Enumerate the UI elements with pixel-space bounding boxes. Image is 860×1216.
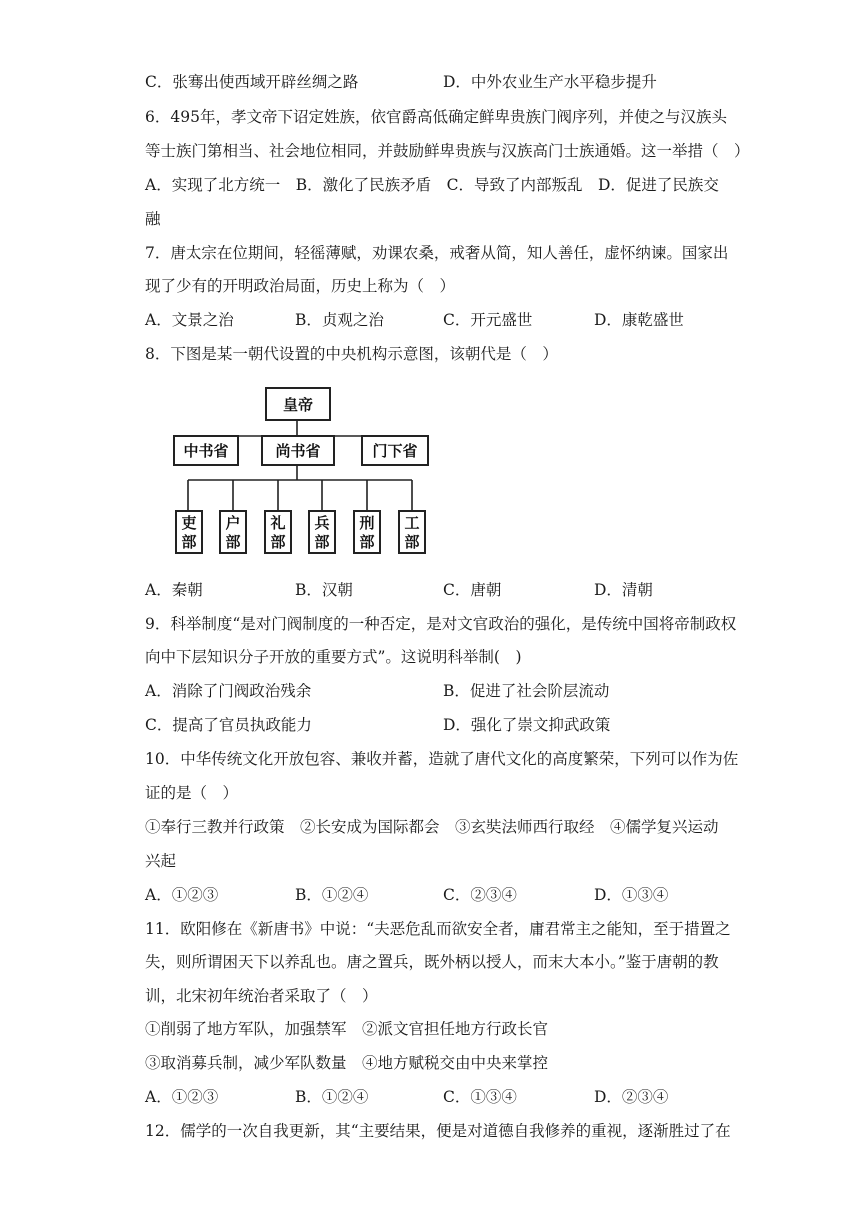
q5-option-d: D．中外农业生产水平稳步提升 — [443, 73, 657, 91]
q10-option-d: D．①③④ — [594, 886, 669, 904]
ministry-li-rites — [265, 511, 291, 553]
ministry-char: 户 — [225, 514, 241, 532]
q11-stem-line3: 训，北宋初年统治者采取了（ ） — [145, 987, 378, 1005]
ministry-char: 部 — [359, 533, 375, 551]
q9-option-a: A．消除了门阀政治残余 — [145, 682, 312, 700]
zhongshu-label: 中书省 — [183, 442, 229, 460]
q6-stem-line1: 6．495年，孝文帝下诏定姓族，依官爵高低确定鲜卑贵族门阀序列，并使之与汉族头 — [145, 108, 727, 126]
ministry-hu-revenue — [220, 511, 246, 553]
q12-stem-line1: 12．儒学的一次自我更新，其“主要结果，便是对道德自我修养的重视，逐渐胜过了在 — [145, 1122, 731, 1140]
q10-items: ①奉行三教并行政策 ②长安成为国际都会 ③玄奘法师西行取经 ④儒学复兴运动 — [145, 818, 719, 836]
q6-options-wrap: 融 — [145, 210, 161, 228]
menxia-box — [362, 436, 428, 465]
q8-stem: 8．下图是某一朝代设置的中央机构示意图，该朝代是（ ） — [145, 345, 558, 363]
q11-stem-line1: 11．欧阳修在《新唐书》中说：“夫恶危乱而欲安全者，庸君常主之能知，至于措置之 — [145, 920, 731, 938]
ministry-char: 部 — [225, 533, 241, 551]
zhongshu-box — [174, 436, 238, 465]
ministry-bing-war — [309, 511, 335, 553]
q7-option-b: B．贞观之治 — [295, 311, 384, 329]
q6-stem-line2: 等士族门第相当、社会地位相同，并鼓励鲜卑贵族与汉族高门士族通婚。这一举措（ ） — [145, 142, 750, 160]
ministry-xing-justice — [354, 511, 380, 553]
q8-option-a: A．秦朝 — [145, 581, 203, 599]
q10-option-b: B．①②④ — [295, 886, 369, 904]
shangshu-box — [262, 436, 334, 465]
central-government-diagram — [170, 385, 440, 560]
ministry-char: 吏 — [181, 514, 197, 532]
ministry-char: 兵 — [314, 514, 330, 532]
q11-option-c: C．①③④ — [443, 1088, 517, 1106]
ministry-gong-works — [399, 511, 425, 553]
q5-option-c: C．张骞出使西域开辟丝绸之路 — [145, 73, 359, 91]
q7-option-c: C．开元盛世 — [443, 311, 533, 329]
menxia-label: 门下省 — [372, 442, 418, 460]
q11-option-a: A．①②③ — [145, 1088, 219, 1106]
q7-option-d: D．康乾盛世 — [594, 311, 684, 329]
ministry-char: 工 — [404, 514, 420, 532]
emperor-label: 皇帝 — [282, 396, 314, 414]
q9-option-d: D．强化了崇文抑武政策 — [443, 716, 611, 734]
ministry-char: 部 — [314, 533, 330, 551]
ministry-char: 刑 — [359, 514, 375, 532]
q9-stem-line2: 向中下层知识分子开放的重要方式”。这说明科举制( ) — [145, 648, 522, 666]
q11-stem-line2: 失，则所谓困天下以养乱也。唐之置兵，既外柄以授人，而末大本小。”鉴于唐朝的教 — [145, 953, 719, 971]
ministry-li-personnel — [176, 511, 202, 553]
ministry-char: 部 — [181, 533, 197, 551]
q7-stem-line1: 7．唐太宗在位期间，轻徭薄赋，劝课农桑，戒奢从简，知人善任，虚怀纳谏。国家出 — [145, 244, 729, 262]
emperor-box — [266, 388, 330, 420]
q9-option-b: B．促进了社会阶层流动 — [443, 682, 610, 700]
q10-stem-line2: 证的是（ ） — [145, 784, 239, 802]
q7-option-a: A．文景之治 — [145, 311, 234, 329]
q10-stem-line1: 10．中华传统文化开放包容、兼收并蓄，造就了唐代文化的高度繁荣，下列可以作为佐 — [145, 750, 739, 768]
ministry-char: 礼 — [270, 514, 286, 532]
q7-stem-line2: 现了少有的开明政治局面，历史上称为（ ） — [145, 277, 456, 295]
q11-items-line1: ①削弱了地方军队，加强禁军 ②派文官担任地方行政长官 — [145, 1020, 549, 1038]
q9-option-c: C．提高了官员执政能力 — [145, 716, 312, 734]
q8-option-d: D．清朝 — [594, 581, 653, 599]
shangshu-label: 尚书省 — [275, 442, 321, 460]
q8-option-c: C．唐朝 — [443, 581, 502, 599]
q11-option-d: D．②③④ — [594, 1088, 669, 1106]
q6-options: A．实现了北方统一 B．激化了民族矛盾 C．导致了内部叛乱 D．促进了民族交 — [145, 176, 719, 194]
ministry-char: 部 — [270, 533, 286, 551]
q11-option-b: B．①②④ — [295, 1088, 369, 1106]
ministry-char: 部 — [404, 533, 420, 551]
q8-option-b: B．汉朝 — [295, 581, 353, 599]
q9-stem-line1: 9．科举制度“是对门阀制度的一种否定，是对文官政治的强化，是传统中国将帝制政权 — [145, 615, 737, 633]
q10-items-wrap: 兴起 — [145, 852, 177, 870]
q11-items-line2: ③取消募兵制，减少军队数量 ④地方赋税交由中央来掌控 — [145, 1054, 549, 1072]
q10-option-c: C．②③④ — [443, 886, 517, 904]
q10-option-a: A．①②③ — [145, 886, 219, 904]
